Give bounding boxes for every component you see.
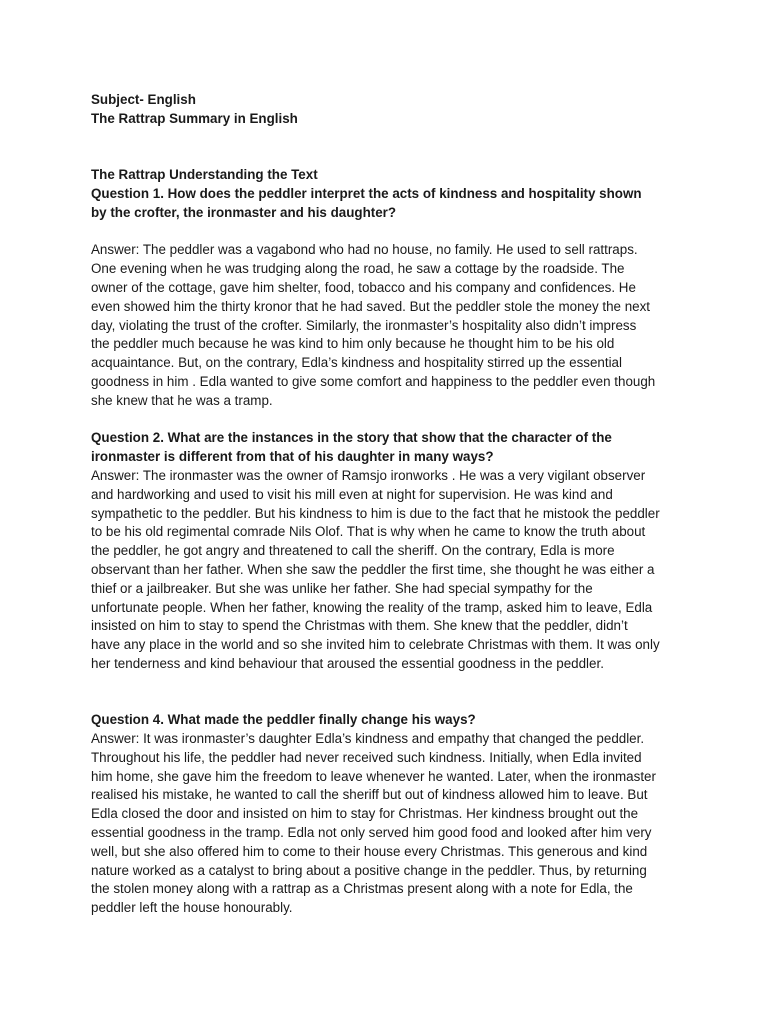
- spacer: [91, 674, 681, 693]
- answer-line: observant than her father. When she saw the peddler the first time, she thought he was either a: [91, 561, 655, 577]
- answer-line: realised his mistake, he wanted to call the sheriff but out of kindness allowed him to leave. But: [91, 787, 648, 803]
- answer-line: day, violating the trust of the crofter. Similarly, the ironmaster’s hospitality also didn’t impress: [91, 317, 637, 333]
- answer-line: have any place in the world and so she invited him to celebrate Christmas with them. It was only: [91, 637, 660, 653]
- subject-line: Subject- English: [91, 92, 196, 107]
- answer-2: [91, 467, 681, 674]
- spacer: [91, 147, 681, 166]
- answer-line: goodness in him . Edla wanted to give some comfort and happiness to the peddler even though: [91, 373, 656, 389]
- spacer: [91, 223, 681, 242]
- answer-line: unfortunate people. When her father, knowing the reality of the tramp, asked him to leave, Edla: [91, 599, 653, 615]
- answer-4: [91, 730, 681, 918]
- answer-line: essential goodness in the tramp. Edla not only served him good food and looked after him very: [91, 825, 652, 841]
- question-1: [91, 185, 681, 223]
- answer-line: Edla closed the door and insisted on him to stay for Christmas. Her kindness brought out the: [91, 806, 639, 822]
- answer-line: One evening when he was trudging along the road, he saw a cottage by the roadside. The: [91, 261, 625, 277]
- answer-line: the peddler, he got angry and threatened to call the sheriff. On the contrary, Edla is more: [91, 543, 615, 559]
- answer-line: she knew that he was a tramp.: [91, 392, 273, 408]
- answer-line: well, but she also offered him to come to their house every Christmas. This generous and kind: [91, 843, 648, 859]
- answer-line: peddler left the house honourably.: [91, 900, 293, 916]
- question-line: Question 2. What are the instances in the story that show that the character of the: [91, 430, 612, 446]
- question-4: [91, 711, 681, 730]
- spacer: [91, 411, 681, 430]
- answer-line: thief or a jailbreaker. But she was unlike her father. She had special sympathy for the: [91, 580, 593, 596]
- answer-line: to be his old regimental comrade Nils Olof. That is why when he came to know the truth about: [91, 524, 646, 540]
- answer-1: [91, 241, 681, 410]
- answer-line: and hardworking and used to visit his mill even at night for supervision. He was kind and: [91, 486, 613, 502]
- section-heading: The Rattrap Understanding the Text: [91, 167, 318, 183]
- answer-line: sympathetic to the peddler. But his kindness to him is due to the fact that he mistook the peddler: [91, 505, 660, 521]
- spacer: [91, 129, 681, 148]
- question-line: Question 1. How does the peddler interpret the acts of kindness and hospitality shown: [91, 185, 642, 201]
- answer-line: insisted on him to stay to spend the Christmas with them. She knew that the peddler, didn’t: [91, 618, 628, 634]
- answer-line: her tenderness and kind behaviour that aroused the essential goodness in the peddler.: [91, 655, 604, 671]
- answer-line: him home, she gave him the freedom to leave whenever he wanted. Later, when the ironmaster: [91, 768, 656, 784]
- document-page: [91, 91, 681, 918]
- answer-line: owner of the cottage, gave him shelter, food, tobacco and his company and confidences. He: [91, 279, 636, 295]
- question-2: [91, 429, 681, 467]
- answer-line: the peddler much because he was kind to him only because he thought him to be his old: [91, 336, 615, 352]
- answer-line: nature worked as a catalyst to bring about a positive change in the peddler. Thus, by returning: [91, 862, 647, 878]
- document-title: The Rattrap Summary in English: [91, 110, 298, 126]
- answer-line: Answer: The ironmaster was the owner of Ramsjo ironworks . He was a very vigilant observer: [91, 467, 646, 483]
- answer-line: the stolen money along with a rattrap as a Christmas present along with a note for Edla, the: [91, 881, 633, 897]
- question-line: by the crofter, the ironmaster and his daughter?: [91, 204, 397, 220]
- answer-line: Answer: It was ironmaster’s daughter Edla’s kindness and empathy that changed the peddler.: [91, 731, 645, 747]
- spacer: [91, 693, 681, 712]
- answer-line: Answer: The peddler was a vagabond who had no house, no family. He used to sell rattraps.: [91, 242, 638, 258]
- answer-line: even showed him the thirty kronor that he had saved. But the peddler stole the money the next: [91, 298, 651, 314]
- answer-line: acquaintance. But, on the contrary, Edla’s kindness and hospitality stirred up the essential: [91, 355, 622, 371]
- answer-line: Throughout his life, the peddler had never received such kindness. Initially, when Edla invited: [91, 749, 642, 765]
- question-line: Question 4. What made the peddler finally change his ways?: [91, 712, 476, 728]
- question-line: ironmaster is different from that of his daughter in many ways?: [91, 449, 494, 465]
